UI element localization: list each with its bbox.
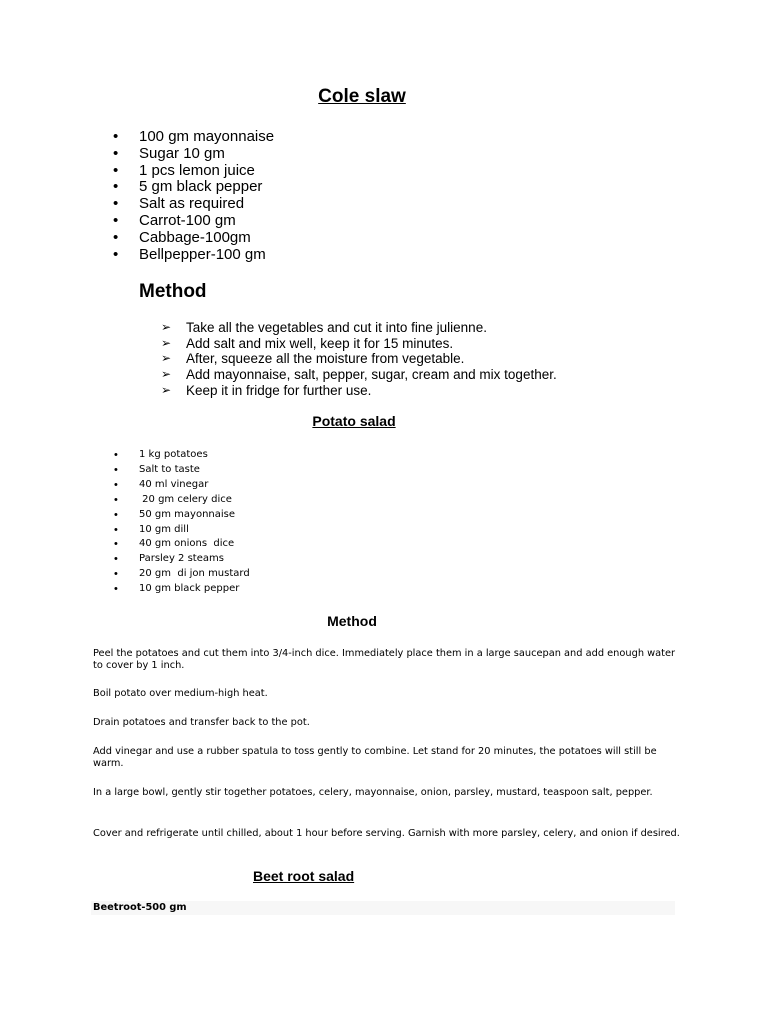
ingredient-item: • Salt to taste bbox=[112, 463, 250, 478]
cole-slaw-title: Cole slaw bbox=[318, 86, 406, 107]
method-paragraph: Drain potatoes and transfer back to the pot. bbox=[93, 717, 310, 728]
step-text: After, squeeze all the moisture from vegetable. bbox=[186, 351, 465, 367]
method-paragraph: Cover and refrigerate until chilled, about 1 hour before serving. Garnish with more parsley, celery, and onion if desired. bbox=[93, 828, 680, 839]
cole-slaw-steps bbox=[161, 320, 557, 399]
step-text: Add salt and mix well, keep it for 15 minutes. bbox=[186, 335, 454, 351]
cole-slaw-ingredients bbox=[112, 129, 274, 263]
ingredient-item: • Salt as required bbox=[112, 196, 274, 213]
potato-salad-method-heading: Method bbox=[327, 613, 377, 629]
ingredient-item: • 5 gm black pepper bbox=[112, 179, 274, 196]
beet-root-salad-title: Beet root salad bbox=[253, 868, 355, 884]
method-paragraph: Add vinegar and use a rubber spatula to toss gently to combine. Let stand for 20 minutes, the potatoes will still be warm. bbox=[93, 746, 657, 769]
ingredient-item: • 50 gm mayonnaise bbox=[112, 508, 250, 523]
ingredient-item: • Sugar 10 gm bbox=[112, 146, 274, 163]
arrow-bullet-icon: ➢ bbox=[161, 335, 172, 350]
arrow-bullet-icon: ➢ bbox=[161, 320, 172, 334]
step-item bbox=[161, 383, 557, 399]
ingredient-item: • 10 gm black pepper bbox=[112, 582, 250, 597]
step-item bbox=[161, 320, 557, 336]
arrow-bullet-icon: ➢ bbox=[161, 382, 172, 397]
potato-salad-title: Potato salad bbox=[312, 413, 396, 429]
ingredient-item: • 1 pcs lemon juice bbox=[112, 163, 274, 180]
method-paragraph: In a large bowl, gently stir together potatoes, celery, mayonnaise, onion, parsley, mustard, teaspoon salt, pepper. bbox=[93, 787, 653, 798]
ingredient-item: • 20 gm celery dice bbox=[112, 493, 250, 508]
ingredient-item: • Bellpepper-100 gm bbox=[112, 247, 274, 264]
step-text: Keep it in fridge for further use. bbox=[186, 382, 372, 398]
step-item bbox=[161, 351, 557, 367]
ingredient-item: • Parsley 2 steams bbox=[112, 552, 250, 567]
beetroot-ingredient: Beetroot-500 gm bbox=[91, 901, 675, 915]
cole-slaw-method-heading: Method bbox=[139, 281, 207, 302]
ingredient-item: • Cabbage-100gm bbox=[112, 230, 274, 247]
step-text: Take all the vegetables and cut it into fine julienne. bbox=[186, 320, 487, 335]
ingredient-item: • 10 gm dill bbox=[112, 523, 250, 538]
ingredient-item: • 1 kg potatoes bbox=[112, 448, 250, 463]
method-paragraph: Boil potato over medium-high heat. bbox=[93, 688, 268, 699]
ingredient-item: • 40 ml vinegar bbox=[112, 478, 250, 493]
ingredient-item: • Carrot-100 gm bbox=[112, 213, 274, 230]
ingredient-item: • 40 gm onions dice bbox=[112, 537, 250, 552]
ingredient-item: • 20 gm di jon mustard bbox=[112, 567, 250, 582]
arrow-bullet-icon: ➢ bbox=[161, 367, 172, 382]
step-text: Add mayonnaise, salt, pepper, sugar, cream and mix together. bbox=[186, 367, 557, 383]
step-item bbox=[161, 336, 557, 352]
potato-salad-ingredients bbox=[112, 448, 250, 597]
ingredient-item: • 100 gm mayonnaise bbox=[112, 129, 274, 146]
step-item bbox=[161, 367, 557, 383]
method-paragraph: Peel the potatoes and cut them into 3/4-inch dice. Immediately place them in a large saucepan and add enough water to cover by 1 inch. bbox=[93, 648, 676, 671]
arrow-bullet-icon: ➢ bbox=[161, 351, 172, 366]
